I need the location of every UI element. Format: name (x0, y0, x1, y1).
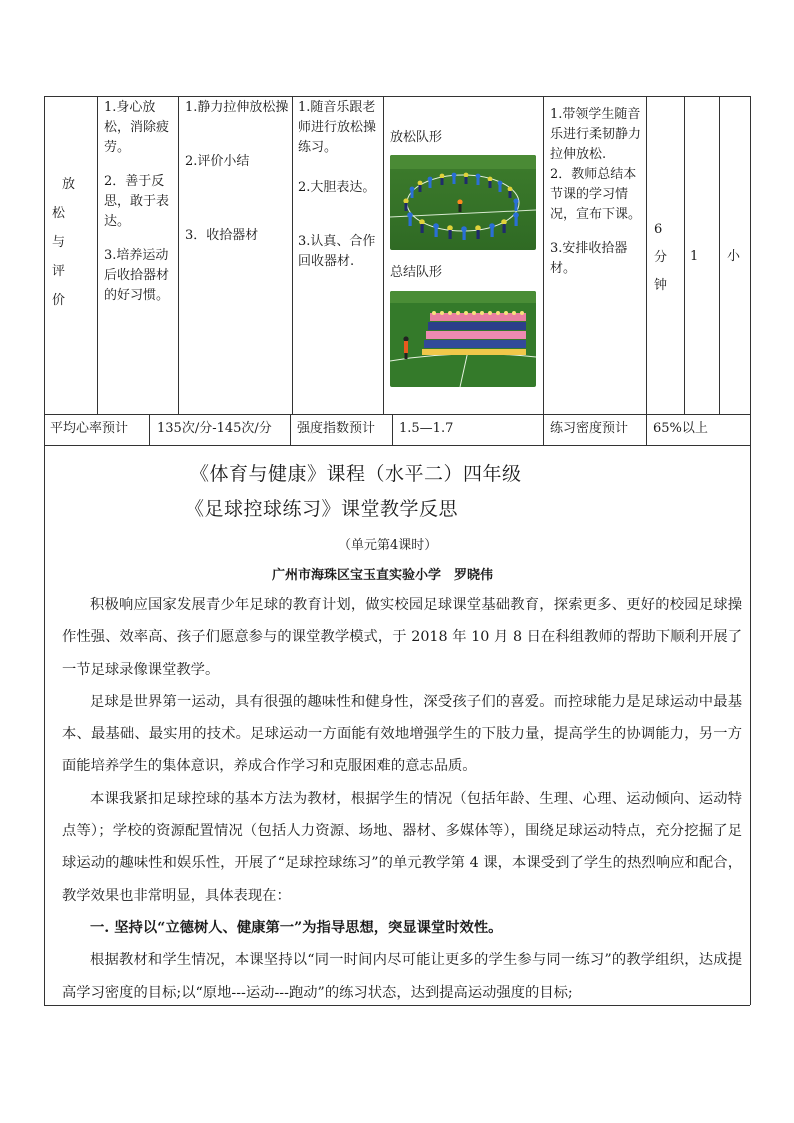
student-activity-cell (298, 98, 380, 272)
table-row-divider (44, 445, 750, 446)
table-top-border (44, 96, 750, 97)
time-unit: 钟 (654, 278, 668, 293)
time-cell (654, 216, 678, 300)
goal-item: 2．善于反思，敢于表达。 (104, 174, 170, 229)
phase-label (50, 170, 90, 315)
time-unit: 分 (654, 250, 668, 265)
stats-divider (543, 414, 544, 445)
reflection-author: 广州市海珠区宝玉直实验小学 罗晓伟 (272, 568, 494, 583)
phase-label-char: 放 (62, 177, 76, 192)
column-divider (383, 96, 384, 414)
student-item: 3.认真、合作回收器材. (298, 234, 376, 269)
times-count: 1 (690, 249, 699, 264)
organization-cell (550, 105, 642, 279)
goal-item: 3.培养运动后收拾器材的好习惯。 (104, 248, 170, 303)
summary-formation-photo (390, 291, 536, 387)
body-paragraph: 积极响应国家发展青少年足球的教育计划，做实校园足球课堂基础教育，探索更多、更好的校园足球操作性强、效率高、孩子们愿意参与的课堂教学模式，于 2018 年 10 月 8 日在科组教师的帮助下顺利开展了一节足球录像课堂教学。 (62, 597, 742, 678)
density-label: 练习密度预计 (550, 421, 629, 436)
body-paragraph: 足球是世界第一运动，具有很强的趣味性和健身性，深受孩子们的喜爱。而控球能力是足球运动中最基本、最基础、最实用的技术。足球运动一方面能有效地增强学生的下肢力量，提高学生的协调能力，另一方面能培养学生的集体意识，养成合作学习和克服困难的意志品质。 (62, 693, 742, 775)
stats-divider (392, 414, 393, 445)
goal-item: 1.身心放松，消除疲劳。 (104, 100, 170, 155)
organization-item: 1.带领学生随音乐进行柔韧静力拉伸放松. (550, 107, 642, 162)
table-right-border (750, 96, 751, 1005)
stats-divider (290, 414, 291, 445)
reflection-subtitle: （单元第4课时） (338, 538, 438, 553)
relax-formation-photo (390, 155, 536, 250)
teacher-content-cell (185, 98, 289, 246)
body-paragraph: 根据教材和学生情况，本课坚持以“同一时间内尽可能让更多的学生参与同一练习”的教学组织，达成提高学习密度的目标;以“原地---运动---跑动”的练习状态，达到提高运动强度的目标; (62, 952, 742, 1001)
teacher-item: 2.评价小结 (185, 154, 250, 169)
stats-divider (646, 414, 647, 445)
heart-rate-label: 平均心率预计 (50, 421, 129, 436)
column-divider (719, 96, 720, 414)
density-value: 65%以上 (653, 421, 708, 436)
intensity-index-label: 强度指数预计 (297, 421, 376, 436)
teacher-item: 1.静力拉伸放松操 (185, 100, 289, 115)
heart-rate-value: 135次/分-145次/分 (157, 421, 272, 436)
column-divider (178, 96, 179, 414)
phase-label-char: 与 (52, 235, 66, 250)
column-divider (684, 96, 685, 414)
column-divider (97, 96, 98, 414)
organization-item: 3.安排收拾器材。 (550, 241, 628, 276)
phase-label-char: 价 (52, 293, 66, 308)
column-divider (292, 96, 293, 414)
body-paragraph: 本课我紧扣足球控球的基本方法为教材，根据学生的情况（包括年龄、生理、心理、运动倾向、运动特点等）；学校的资源配置情况（包括人力资源、场地、器材、多媒体等），围绕足球运动特点，充分挖掘了足球运动的趣味性和娱乐性，开展了“足球控球练习”的单元教学第 4 课，本课受到了学生的热烈响应和配合，教学效果也非常明显，具体表现在： (62, 790, 742, 904)
intensity-index-value: 1.5—1.7 (399, 421, 454, 436)
formation-label-summary: 总结队形 (390, 265, 443, 280)
phase-label-char: 评 (52, 264, 66, 279)
stats-divider (149, 414, 150, 445)
reflection-title-line2: 《足球控球练习》课堂教学反思 (185, 498, 459, 520)
goals-cell (104, 98, 174, 306)
section-heading: 一. 坚持以“立德树人、健康第一”为指导思想，突显课堂时效性。 (90, 919, 503, 936)
phase-label-char: 松 (52, 206, 66, 221)
time-value: 6 (654, 222, 663, 237)
student-item: 1.随音乐跟老师进行放松操练习。 (298, 100, 377, 155)
teacher-item: 3．收拾器材 (185, 228, 259, 243)
column-divider (543, 96, 544, 414)
student-item: 2.大胆表达。 (298, 180, 376, 195)
intensity-value: 小 (727, 249, 741, 264)
formation-label-relax: 放松队形 (390, 130, 443, 145)
reflection-title-line1: 《体育与健康》课程（水平二）四年级 (190, 463, 522, 485)
column-divider (646, 96, 647, 414)
table-left-border (44, 96, 45, 1005)
organization-item: 2．教师总结本节课的学习情况，宣布下课。 (550, 167, 642, 222)
reflection-body (62, 589, 742, 1009)
